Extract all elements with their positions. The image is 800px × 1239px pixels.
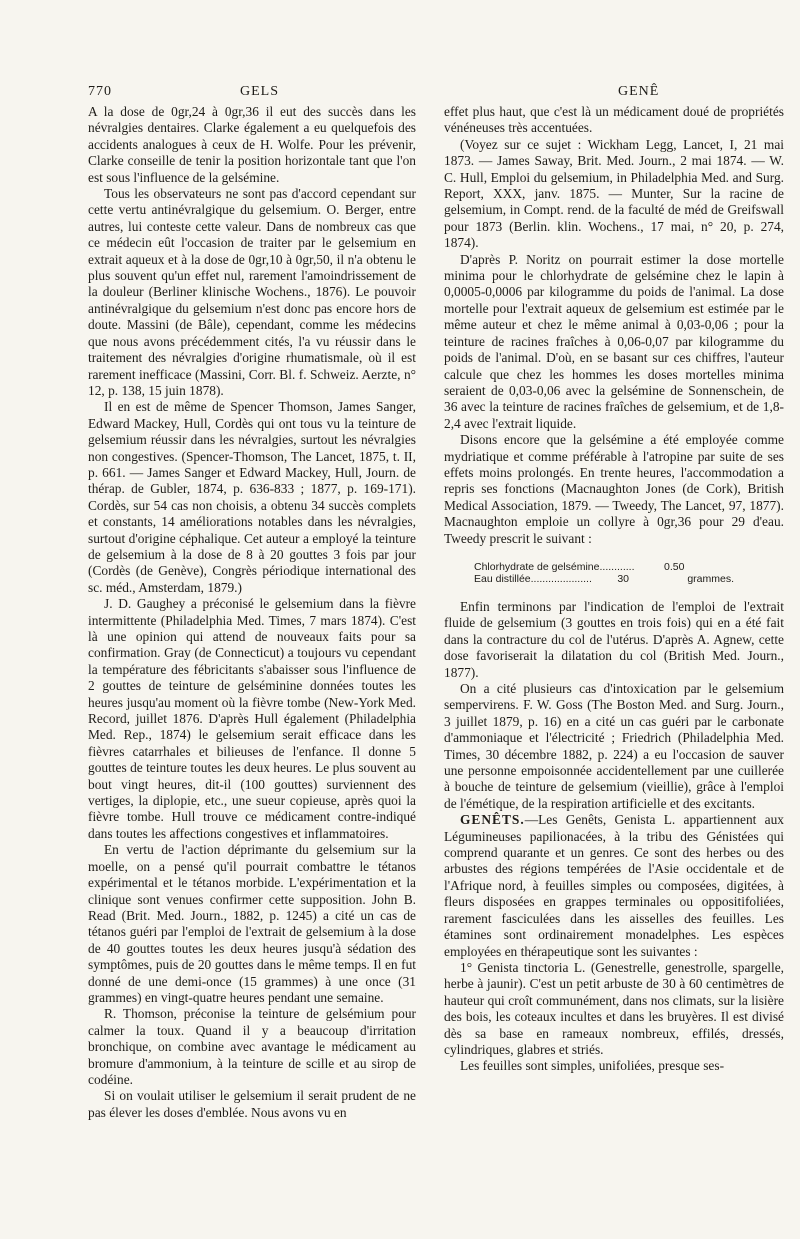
ingredient-name: Eau distillée..................... bbox=[474, 572, 592, 585]
paragraph: Enfin terminons par l'indication de l'emploi de l'extrait fluide de gelsemium (3 gouttes en trois fois) qui en a été fait dans la contracture du col de l'utérus. D'après A. Agnew, cette dose favoriserait la dilatation du col (British Med. Journ., 1877). bbox=[444, 598, 784, 680]
genets-entry bbox=[444, 812, 784, 960]
paragraph: A la dose de 0gr,24 à 0gr,36 il eut des succès dans les névralgies dentaires. Clarke également a eu quelquefois des accidents analogues à ceux de H. Wolfe. Pour les prévenir, Clarke conseille de tenir la position horizontale tant que l'on est sous l'influence de la gelsémine. bbox=[88, 104, 416, 185]
ingredient-quantity: 0.50 bbox=[664, 560, 685, 573]
paragraph: (Voyez sur ce sujet : Wickham Legg, Lancet, I, 21 mai 1873. — James Saway, Brit. Med. Journ., 2 mai 1874. — W. C. Hull, Emploi du gelsemium, in Philadelphia Med. and Surg. Report, XXX, janv. 1875. — Munter, Sur la racine de gelsemium, in Compt. rend. de la faculté de méd de Greifswall pour 1873 (Berlin. klin. Wochens., 17 mai, n° 20, p. 274, 1874). bbox=[444, 136, 784, 251]
paragraph: En vertu de l'action déprimante du gelsemium sur la moelle, on a pensé qu'il pourrait combattre le tétanos expérimental et le tétanos morbide. L'expérimentation et la clinique sont venues confirmer cette supposition. John B. Read (Brit. Med. Journ., 1882, p. 1245) a cité un cas de tétanos guéri par l'emploi de l'extrait de gelsemium à la dose de 40 gouttes toutes les deux heures jusqu'à sédation des symptômes, puis de 20 gouttes dans le même temps. Il en fut donné de une demi-once (15 grammes) à une once (31 grammes) en vingt-quatre heures pendant une semaine. bbox=[88, 842, 416, 1005]
prescription bbox=[474, 561, 784, 585]
left-column bbox=[88, 104, 416, 1121]
ingredient-name: Chlorhydrate de gelsémine............ bbox=[474, 560, 635, 573]
paragraph: R. Thomson, préconise la teinture de gelsémium pour calmer la toux. Quand il y a beaucoup d'irritation bronchique, on combine avec avantage le médicament au bromure d'ammonium, à la teinture de scille et au sirop de codéine. bbox=[88, 1006, 416, 1087]
paragraph: On a cité plusieurs cas d'intoxication par le gelsemium sempervirens. F. W. Goss (The Boston Med. and Surg. Journ., 3 juillet 1879, p. 16) en a cité un cas guéri par le carbonate d'ammoniaque et l'électricité ; Friedrich (Philadelphia Med. Times, 30 décembre 1882, p. 224) a eu l'occasion de sauver une personne empoisonnée accidentellement par une cuillerée à bouche de teinture de gelsemium (vieillie), grâce à l'emploi de l'émétique, de la respiration artificielle et des excitants. bbox=[444, 681, 784, 811]
right-running-head: GENÊ bbox=[618, 84, 660, 99]
entry-text: —Les Genêts, Genista L. appartiennent aux Légumineuses papilionacées, à la tribu des Génistées qui comprend quarante et un genres. Ce sont des herbes ou des arbustes des régions tempérées de l'Asie occidentale et de l'Afrique nord, à feuilles simples ou composées, digitées, à fleurs disposées en grappes terminales ou oppositifoliées, rarement fasciculées dans les aisselles des feuilles. Les étamines sont ordinairement monadelphes. Les espèces employées en thérapeutique sont les suivantes : bbox=[444, 812, 784, 959]
paragraph: Il en est de même de Spencer Thomson, James Sanger, Edward Mackey, Hull, Cordès qui ont tous vu la teinture de gelsemium réussir dans les névralgies, surtout les névralgies non congestives. (Spencer-Thomson, The Lancet, 1875, t. II, p. 661. — James Sanger et Edward Mackey, Hull, Journ. de thérap. de Gubler, 1874, p. 636-833 ; 1877, p. 169-171). Cordès, sur 54 cas non choisis, a obtenu 34 succès complets et constants, 14 améliorations notables dans les névralgies, surtout d'origine céphalique. Cet auteur a employé la teinture de gelsemium à la dose de 8 à 20 gouttes 3 fois par jour (Cordès (de Genève), Congrès périodique international des sc. méd., Amsterdam, 1879.) bbox=[88, 399, 416, 595]
prescription-row bbox=[474, 573, 734, 585]
paragraph: Les feuilles sont simples, unifoliées, presque ses- bbox=[460, 1058, 725, 1074]
ingredient-quantity: 30 bbox=[617, 572, 629, 585]
paragraph: D'après P. Noritz on pourrait estimer la dose mortelle minima pour le chlorhydrate de gelsémine chez le lapin à 0,0005-0,0006 par kilogramme du poids de l'animal. La dose mortelle pour l'extrait aqueux de gelsemium est estimée par le même auteur et chez le même animal à 0,03-0,06 ; pour la teinture de racines fraîches à 0,06-0,07 par kilogramme du poids de l'animal. D'où, en se basant sur ces chiffres, l'auteur calcule que chez les hommes les doses mortelles minima seraient de 0,03-0,06 avec la gelsémine de Sonnenschein, de 36 avec la teinture de racines fraîches de gelsemium, et de 1,8-2,4 avec l'extrait liquide. bbox=[444, 251, 784, 431]
running-header bbox=[88, 84, 740, 104]
ingredient-unit: grammes. bbox=[687, 572, 734, 585]
right-column bbox=[444, 104, 784, 1075]
paragraph: J. D. Gaughey a préconisé le gelsemium dans la fièvre intermittente (Philadelphia Med. Times, 7 mars 1874). C'est là une opinion qui attend de nouveaux faits pour sa confirmation. Gray (de Connecticut) a toujours vu cependant la température des fébricitants s'abaisser sous l'influence de 2 gouttes de teinture de gelséminine données toutes les heures jusqu'au moment où la fièvre tombe (New-York Med. Record, juillet 1876. D'après Hull également (Philadelphia Med. Rep., 1874) le gelsemium serait efficace dans les fièvres catarrhales et bilieuses de l'enfance. Il donne 5 gouttes de teinture toutes les deux heures. Le plus souvent au bout vingt heures, dit-il (100 gouttes) surviennent des vertiges, la diplopie, etc., une sueur copieuse, après quoi la fièvre tombe. Hull trouve ce médicament contre-indiqué dans toutes les affections congestives et inflammatoires. bbox=[88, 596, 416, 841]
paragraph: Disons encore que la gelsémine a été employée comme mydriatique et comme préférable à l'atropine par suite de ses effets moins prolongés. En trente heures, l'accommodation a repris ses fonctions (Macnaughton Jones (de Cork), British Medical Association, 1879. — Tweedy, The Lancet, 97, 1877). Macnaughton emploie un collyre à 0gr,36 pour 29 d'eau. Tweedy prescrit le suivant : bbox=[444, 432, 784, 546]
left-running-head: GELS bbox=[240, 84, 279, 99]
paragraph: Tous les observateurs ne sont pas d'accord cependant sur cette vertu antinévralgique du gelsemium. O. Berger, entre autres, lui conteste cette valeur. Dans de nombreux cas que ce médecin eût l'occasion de traiter par le gelsemium en extrait aqueux et à la dose de 0gr,10 à 0gr,50, il n'a obtenu le plus souvent qu'un effet nul, rarement l'amoindrissement de la douleur (Berliner klinische Wochens., 1876). Le pouvoir antinévralgique du gelsemium n'est donc pas encore hors de doute. Massini (de Bâle), cependant, comme les médecins que nous avons précédemment cités, l'a vu réussir dans le traitement des névralgies d'origine rhumatismale, où il est rarement inefficace (Massini, Corr. Bl. f. Schweiz. Aerzte, n° 12, p. 138, 15 juin 1878). bbox=[88, 186, 416, 398]
paragraph: effet plus haut, que c'est là un médicament doué de propriétés vénéneuses très accentuées. bbox=[444, 104, 784, 136]
paragraph: 1° Genista tinctoria L. (Genestrelle, genestrolle, spargelle, herbe à jaunir). C'est un petit arbuste de 30 à 60 centimètres de hauteur qui croît communément, dans nos climats, sur la lisière des bois, les coteaux incultes et dans les bruyères. Il est divisé dès sa base en rameaux nombreux, effilés, dressés, cylindriques, glabres et striés. bbox=[444, 959, 784, 1057]
entry-heading: GENÊTS. bbox=[460, 812, 525, 828]
paragraph: Si on voulait utiliser le gelsemium il serait prudent de ne pas élever les doses d'emblée. Nous avons vu en bbox=[88, 1088, 416, 1120]
prescription-row bbox=[474, 561, 734, 573]
page-number: 770 bbox=[88, 84, 112, 99]
